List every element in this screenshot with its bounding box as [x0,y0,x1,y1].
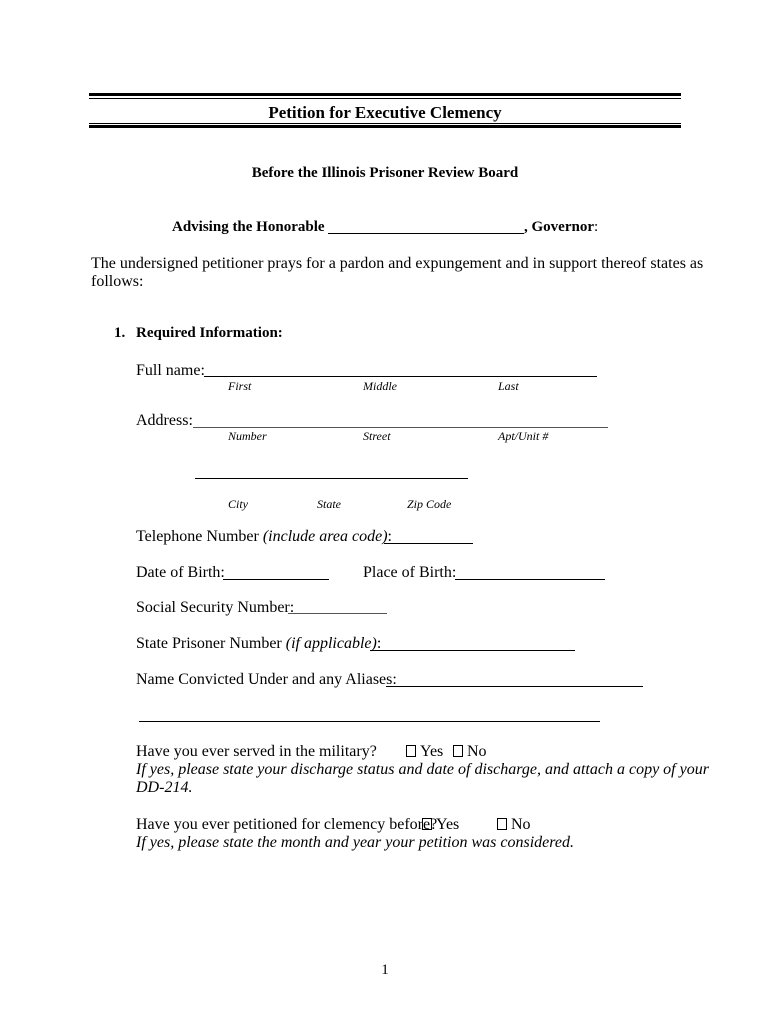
address-sub-number: Number [228,429,267,443]
telephone-field[interactable] [384,543,473,544]
clemency-yes-checkbox[interactable] [422,818,432,830]
governor-name-field[interactable] [328,233,524,234]
board-heading: Before the Illinois Prisoner Review Board [251,165,519,181]
aliases-label: Name Convicted Under and any Aliases: [136,671,397,688]
clemency-no-checkbox[interactable] [497,818,507,830]
address-line-1-field[interactable] [193,427,608,428]
section-1-heading: Required Information: [136,325,283,341]
title-bottom-rule-thin [89,123,681,124]
title-bottom-rule-thick [89,125,681,128]
address-sub-city: City [228,497,248,511]
clemency-no-option[interactable]: No [497,816,531,834]
address-label: Address: [136,412,193,429]
clemency-question: Have you ever petitioned for clemency before? [136,816,438,833]
telephone-label: Telephone Number (include area code): [136,528,392,545]
section-1-number: 1. [114,325,126,341]
aliases-field-line-2[interactable] [139,721,600,722]
military-note-line-2: DD-214. [136,779,193,796]
full-name-sub-middle: Middle [363,379,397,393]
clemency-note: If yes, please state the month and year your petition was considered. [136,834,574,851]
ssn-field[interactable] [288,613,387,614]
clemency-yes-option[interactable]: Yes [422,816,459,834]
military-question: Have you ever served in the military? [136,743,377,760]
full-name-label: Full name: [136,362,205,379]
advising-prefix: Advising the Honorable [172,219,325,235]
intro-line-1: The undersigned petitioner prays for a pardon and expungement and in support thereof states as [91,255,704,272]
ssn-label: Social Security Number: [136,599,295,616]
title-top-rule-thin [89,98,681,99]
military-no-option[interactable]: No [453,743,487,761]
dob-field[interactable] [223,579,329,580]
military-yes-checkbox[interactable] [406,745,416,757]
address-sub-street: Street [363,429,391,443]
full-name-field[interactable] [204,376,597,377]
advising-suffix: , Governor: [524,219,599,235]
address-line-2-field[interactable] [195,478,468,479]
full-name-sub-first: First [228,379,252,393]
dob-label: Date of Birth: [136,564,225,581]
page-title: Petition for Executive Clemency [268,103,502,122]
military-yes-option[interactable]: Yes [406,743,443,761]
intro-line-2: follows: [91,273,144,290]
pob-label: Place of Birth: [363,564,457,581]
address-sub-state: State [317,497,341,511]
full-name-sub-last: Last [498,379,519,393]
pob-field[interactable] [455,579,605,580]
address-sub-zip: Zip Code [407,497,452,511]
military-note-line-1: If yes, please state your discharge status and date of discharge, and attach a copy of your [136,761,709,778]
address-sub-apt: Apt/Unit # [498,429,549,443]
military-no-checkbox[interactable] [453,745,463,757]
prisoner-number-label: State Prisoner Number (if applicable): [136,635,382,652]
prisoner-number-field[interactable] [370,650,575,651]
title-top-rule-thick [89,93,681,96]
aliases-field[interactable] [386,686,643,687]
page-number: 1 [381,962,389,978]
